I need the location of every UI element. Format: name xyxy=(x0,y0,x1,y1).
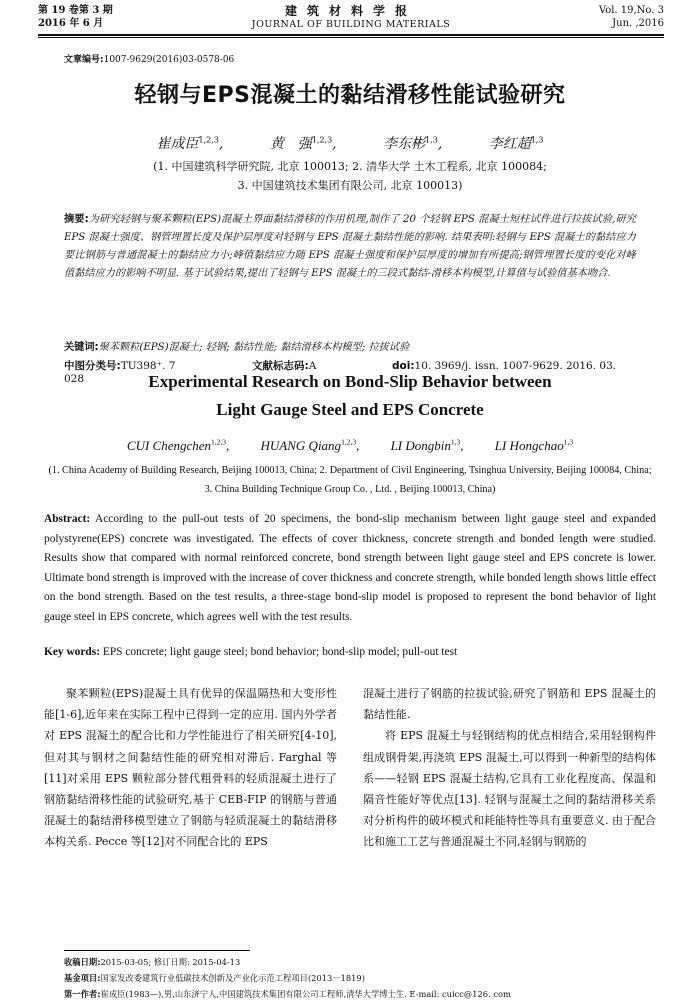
abstract-cn-text: 为研究轻钢与聚苯颗粒(EPS)混凝土界面黏结滑移的作用机理,制作了 20 个轻钢 EPS 混凝土短柱试件进行拉拔试验,研究 EPS 混凝土强度、钢管埋置长度及保护层厚度对轻钢与 EPS 混凝土黏结性能的影响. 结果表明:轻钢与 EPS 混凝土的黏结应力要比钢筋与普通混凝土的黏结应力小;峰值黏结应力随 EPS 混凝土强度和保护层厚度的增加有所提高;钢管埋置长度的变化对峰值黏结应力的影响不明显. 基于试验结果,提出了轻钢与 EPS 混凝土的三段式黏结-滑移本构模型,计算值与试验值基本吻合. xyxy=(64,214,636,279)
header-rule-thick xyxy=(38,34,664,36)
fund-label: 基金项目: xyxy=(64,973,101,983)
article-number-label: 文章编号: xyxy=(64,55,104,65)
doc-code-value: A xyxy=(308,360,317,372)
body-column-left xyxy=(44,683,337,853)
keywords-cn xyxy=(64,338,636,353)
title-en-line2: Light Gauge Steel and EPS Concrete xyxy=(216,400,484,419)
clc-label: 中图分类号: xyxy=(64,360,121,372)
affiliations-cn-line2: 3. 中国建筑技术集团有限公司, 北京 100013) xyxy=(237,179,463,192)
abstract-cn xyxy=(64,211,636,283)
authors-en xyxy=(0,438,700,454)
doc-code-label: 文献标志码: xyxy=(252,360,309,372)
keywords-en xyxy=(44,646,656,658)
author-name: LI Dongbin xyxy=(390,438,451,454)
footnote-fund xyxy=(64,970,664,986)
body-column-right xyxy=(363,683,656,853)
article-number-value: 1007-9629(2016)03-0578-06 xyxy=(103,55,235,65)
footnote-first-author xyxy=(64,986,664,1002)
issue-date: 2016 年 6 月 xyxy=(38,18,104,29)
author-affil-sup: 1,3 xyxy=(425,135,438,145)
author-name: CUI Chengchen xyxy=(126,438,212,454)
author-name: HUANG Qiang xyxy=(260,438,342,454)
author-en-1: CUI Chengchen$^{1,2,3}$, xyxy=(126,438,230,454)
title-cn: 轻钢与EPS混凝土的黏结滑移性能试验研究 xyxy=(134,83,566,108)
abstract-en xyxy=(44,510,656,628)
author-cn-1: 崔成臣$^{1,2,3}$, xyxy=(156,135,224,152)
received-text: 2015-03-05; 修订日期: 2015-04-13 xyxy=(100,957,241,967)
journal-name xyxy=(38,4,664,31)
body-paragraph: 将 EPS 混凝土与轻钢结构的优点相结合,采用轻钢构件组成钢骨架,再浇筑 EPS 混凝土,可以得到一种新型的结构体系——轻钢 EPS 混凝土结构,它具有工业化程度高、保温和隔音性能好等优点[13]. 轻钢与混凝土之间的黏结滑移关系对分析构件的破坏模式和耗能特性等具有重要意义. 由于配合比和施工工艺与普通混凝土不同,轻钢与钢筋的 xyxy=(363,729,656,849)
footnote-received xyxy=(64,954,664,970)
author-cn-3: 李东彬$^{1,3}$, xyxy=(383,135,443,152)
footnotes xyxy=(64,954,664,1002)
author-affil-sup: 1,3 xyxy=(563,438,574,447)
footnote-rule xyxy=(64,950,250,951)
keywords-en-text: EPS concrete; light gauge steel; bond behavior; bond-slip model; pull-out test xyxy=(102,646,458,658)
affiliations-cn-line1: (1. 中国建筑科学研究院, 北京 100013; 2. 清华大学 土木工程系, 北京 100084; xyxy=(153,160,547,173)
author-name: 崔成臣 xyxy=(156,136,199,152)
issue-info-en xyxy=(599,4,664,30)
keywords-cn-label: 关键词: xyxy=(64,342,99,353)
author-affil-sup: 1,2,3 xyxy=(198,135,219,145)
journal-name-cn: 建筑材料学报 xyxy=(284,4,417,18)
author-affil-sup: 1,2,3 xyxy=(341,438,357,447)
author-name: 黄 强 xyxy=(269,136,312,152)
author-en-3: LI Dongbin$^{1,3}$, xyxy=(390,438,464,454)
title-en-line1: Experimental Research on Bond-Slip Behavior between xyxy=(148,372,552,391)
keywords-cn-text: 聚苯颗粒(EPS)混凝土; 轻钢; 黏结性能; 黏结滑移本构模型; 拉拔试验 xyxy=(98,342,410,353)
keywords-en-label: Key words: xyxy=(44,646,100,658)
clc-value: TU398⁺. 7 xyxy=(120,360,176,372)
volume-issue-en: Vol. 19,No. 3 xyxy=(598,5,664,16)
author-name: 李红超 xyxy=(488,136,531,152)
body-paragraph: 聚苯颗粒(EPS)混凝土具有优异的保温隔热和大变形性能[1-6],近年来在实际工程中已得到一定的应用. 国内外学者对 EPS 混凝土的配合比和力学性能进行了相关研究[4-10],但对其与钢材之间黏结性能的研究相对滞后. Farghal 等[11]对采用 EPS 颗粒部分替代粗骨料的轻质混凝土进行了钢筋黏结滑移性能的试验研究,基于 CEB-FIP 的钢筋与普通混凝土的黏结滑移模型建立了钢筋与轻质混凝土的黏结滑移本构关系. Pecce 等[12]对不同配合比的 EPS xyxy=(44,687,337,849)
fund-text: 国家发改委建筑行业低碳技术创新及产业化示范工程项目(2013－1819) xyxy=(100,973,365,983)
author-en-2: HUANG Qiang$^{1,2,3}$, xyxy=(260,438,360,454)
issue-date-en: Jun. ,2016 xyxy=(612,18,664,29)
doi-value: 10. 3969/j. issn. 1007-9629. 2016. 03. 028 xyxy=(64,360,617,385)
received-label: 收稿日期: xyxy=(64,957,101,967)
first-author-label: 第一作者: xyxy=(64,989,101,999)
volume-issue: 第 19 卷第 3 期 xyxy=(38,5,113,16)
author-name: LI Hongchao xyxy=(494,438,564,454)
abstract-en-label: Abstract: xyxy=(44,513,91,525)
first-author-text: 崔成臣(1983—),男,山东济宁人,中国建筑技术集团有限公司工程师,清华大学博士生. E-mail: cuicc@126. com xyxy=(100,989,511,999)
author-affil-sup: 1,3 xyxy=(450,438,461,447)
author-affil-sup: 1,3 xyxy=(530,135,544,145)
author-affil-sup: 1,2,3 xyxy=(211,438,227,447)
header-rule-thin xyxy=(38,37,664,38)
running-header xyxy=(38,4,664,34)
article-number xyxy=(64,52,234,65)
authors-cn xyxy=(0,133,700,153)
author-name: 李东彬 xyxy=(383,136,426,152)
abstract-en-text: According to the pull-out tests of 20 specimens, the bond-slip mechanism between light gauge steel and expanded polystyrene(EPS) concrete was investigated. The effects of cover thickness, concrete strength and bonded length were studied. Results show that compared with normal reinforced concrete, bond strength between light gauge steel and EPS concrete is lower. Ultimate bond strength is improved with the increase of cover thickness and concrete strength, while bonded length shows little effect on the bond strength. Based on the test results, a three-stage bond-slip model is proposed to represent the bond behavior of light gauge steel in EPS concrete, which agrees well with the test results. xyxy=(44,513,657,623)
title-en xyxy=(0,368,700,424)
journal-name-en: JOURNAL OF BUILDING MATERIALS xyxy=(251,19,451,30)
author-cn-4 xyxy=(489,136,544,152)
doi-label: doi: xyxy=(392,360,415,372)
author-cn-2: 黄 强$^{1,2,3}$, xyxy=(269,135,337,152)
abstract-cn-label: 摘要: xyxy=(64,214,89,225)
body-paragraph-continued: 混凝土进行了钢筋的拉拔试验,研究了钢筋和 EPS 混凝土的黏结性能. xyxy=(363,687,656,722)
author-affil-sup: 1,2,3 xyxy=(311,135,333,145)
affiliations-en: (1. China Academy of Building Research, Beijing 100013, China; 2. Department of Civil Engineering, Tsinghua University, Beijing 100084, China; 3. China Building Technique Group Co. , Ltd. , Beijing 100013, China) xyxy=(48,465,652,495)
author-en-4 xyxy=(495,438,573,453)
